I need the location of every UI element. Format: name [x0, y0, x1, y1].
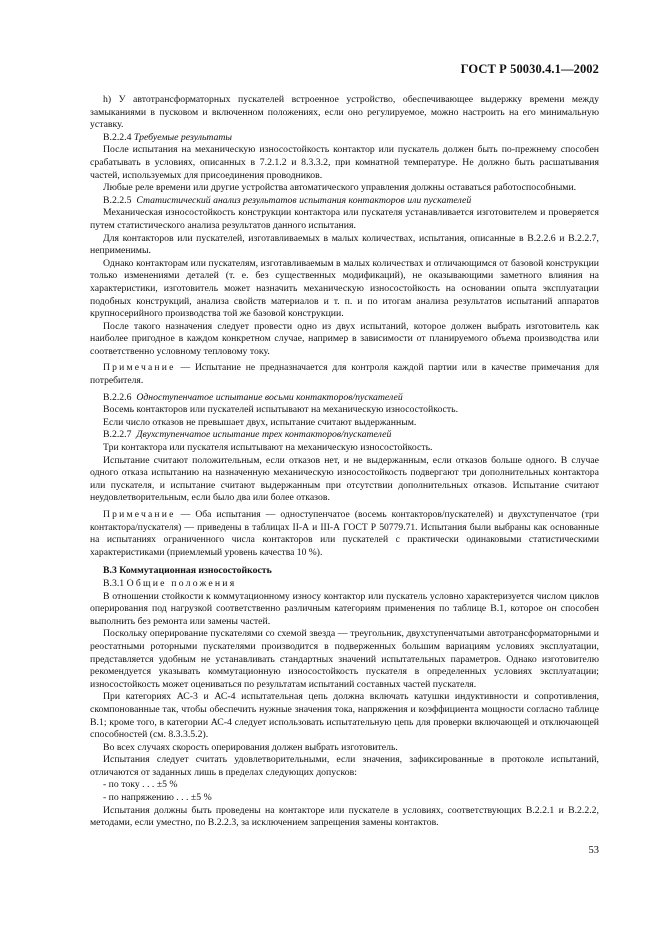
section-heading-b3: В.3 Коммутационная износостойкость [103, 565, 272, 577]
note [90, 509, 599, 559]
paragraph: После такого назначения следует провести одно из двух испытаний, которое должен выбрать изготовитель как наиболее пригодное в каждом конкретном случае, например в зависимости от планируемого объема производства или соответственно условному тепловому току. [90, 320, 599, 357]
section-number: В.2.2.5 [103, 194, 132, 206]
paragraph: Любые реле времени или другие устройства автоматического управления должны оставаться работоспособными. [103, 182, 577, 194]
paragraph: Если число отказов не превышает двух, испытание считают выдержанным. [103, 416, 417, 428]
section-title: Двухступенчатое испытание трех контакторов/пускателей [136, 429, 392, 441]
section-heading-b31 [90, 578, 599, 591]
section-number: В.2.2.6 [103, 391, 132, 403]
paragraph: Механическая износостойкость конструкции контактора или пускателя устанавливается изготовителем и проверяется путем статистического анализа результатов данного испытания. [90, 207, 599, 231]
paragraph: В отношении стойкости к коммутационному износу контактор или пускатель условно характеризуется числом циклов оперирования под нагрузкой соответственно различным категориям применения по таблице В.1, которое он способен выполнить без ремонта или замены частей. [90, 590, 599, 627]
paragraph: Для контакторов или пускателей, изготавливаемых в малых количествах, испытания, описанные в В.2.2.6 и В.2.2.7, неприменимы. [90, 232, 599, 257]
tolerance-item: - по напряжению . . . ±5 % [103, 792, 212, 804]
note-text: — Оба испытания — одноступенчатое (восемь контакторов/пускателей) и двухступенчатое (три контактора/пускателя) — приведены в таблицах II-А и III-А ГОСТ Р 50779.71. Испытания были выбраны как основанные на испытаниях ограниченного числа контакторов или пускателей с практически одинаковыми статистическими характеристиками (приемлемый уровень качества 10 %). [90, 509, 599, 558]
section-title: Общие положения [126, 577, 237, 589]
paragraph: h) У автотрансформаторных пускателей встроенное устройство, обеспечивающее выдержку времени между замыканиями в пусковом и включенном положениях, если оно регулируемое, можно настроить на его минимальную уставку. [90, 94, 599, 131]
section-heading-b224 [90, 132, 599, 145]
document-header: ГОСТ Р 50030.4.1—2002 [460, 62, 599, 76]
page-number: 53 [588, 845, 599, 856]
paragraph: Испытания следует считать удовлетворительными, если значения, зафиксированные в протоколе испытаний, отличаются от заданных лишь в пределах следующих допусков: [90, 754, 599, 778]
paragraph: Три контактора или пускателя испытывают на механическую износостойкость. [103, 442, 433, 454]
section-heading-b226 [90, 392, 599, 405]
note [90, 362, 599, 387]
note-label: Примечание [103, 362, 176, 374]
section-number: В.2.2.7 [103, 429, 132, 441]
paragraph: Испытания должны быть проведены на контакторе или пускателе в условиях, соответствующих В.2.2.1 и В.2.2.2, методами, если уместно, по В.2.2.3, за исключением запрещения замены контактов. [90, 804, 599, 829]
paragraph: Восемь контакторов или пускателей испытывают на механическую износостойкость. [103, 404, 459, 416]
paragraph: Во всех случаях скорость оперирования должен выбрать изготовитель. [103, 741, 398, 753]
section-heading-b225 [90, 195, 599, 208]
paragraph: Поскольку оперирование пускателями со схемой звезда — треугольник, двухступенчатыми автотрансформаторными и реостатными роторными пускателями производится в подверженных большим вариациям условиях эксплуатации, представляется удобным не устанавливать стандартных значений испытательных параметров. Однако изготовителю рекомендуется указывать коммутационную износостойкость пускателя в определенных условиях эксплуатации; износостойкость может оцениваться по результатам испытаний составных частей пускателя. [90, 628, 599, 690]
document-body [90, 94, 599, 830]
section-title: Статистический анализ результатов испытания контакторов или пускателей [136, 194, 472, 206]
section-number: В.3.1 [103, 577, 125, 589]
section-heading-b227 [90, 429, 599, 442]
section-title: Требуемые результаты [133, 131, 233, 143]
paragraph: Однако контакторам или пускателям, изготавливаемым в малых количествах и отличающимся от базовой конструкции только изменениями деталей (т. е. без существенных модификаций), не оказывающими заметного влияния на характеристики, изготовитель может назначить механическую износостойкость на основании опыта эксплуатации подобных конструкций, анализа свойств материалов и т. п. и по итогам анализа результатов испытаний аппаратов крупносерийного производства той же базовой конструкции. [90, 257, 599, 320]
note-text: — Испытание не предназначается для контроля каждой партии или в качестве примечания для потребителя. [90, 362, 599, 387]
tolerance-item: - по току . . . ±5 % [103, 779, 178, 791]
paragraph: После испытания на механическую износостойкость контактор или пускатель должен быть по-прежнему способен срабатывать в условиях, описанных в 7.2.1.2 и 8.3.3.2, при комнатной температуре. Не должно быть расшатывания частей, используемых для присоединения проводников. [90, 144, 599, 181]
note-label: Примечание [103, 509, 176, 520]
section-title: Одноступенчатое испытание восьми контакторов/пускателей [136, 391, 403, 403]
paragraph: При категориях АС-3 и АС-4 испытательная цепь должна включать катушки индуктивности и сопротивления, скомпонованные так, чтобы обеспечить нужные значения тока, напряжения и коэффициента мощности согласно таблице В.1; кроме того, в категории АС-4 следует использовать испытательную цепь для проверки включающей и отключающей способностей (см. 8.3.3.5.2). [90, 691, 599, 741]
paragraph: Испытание считают положительным, если отказов нет, и не выдержанным, если отказов больше одного. В случае одного отказа испытанию на назначенную механическую износостойкость подвергают три дополнительных контактора или пускателя, и испытание считают выдержанным при отсутствии дополнительных отказов. Испытание считают неудовлетворительным, если было два или более отказов. [90, 454, 599, 504]
section-number: В.2.2.4 [103, 131, 132, 143]
